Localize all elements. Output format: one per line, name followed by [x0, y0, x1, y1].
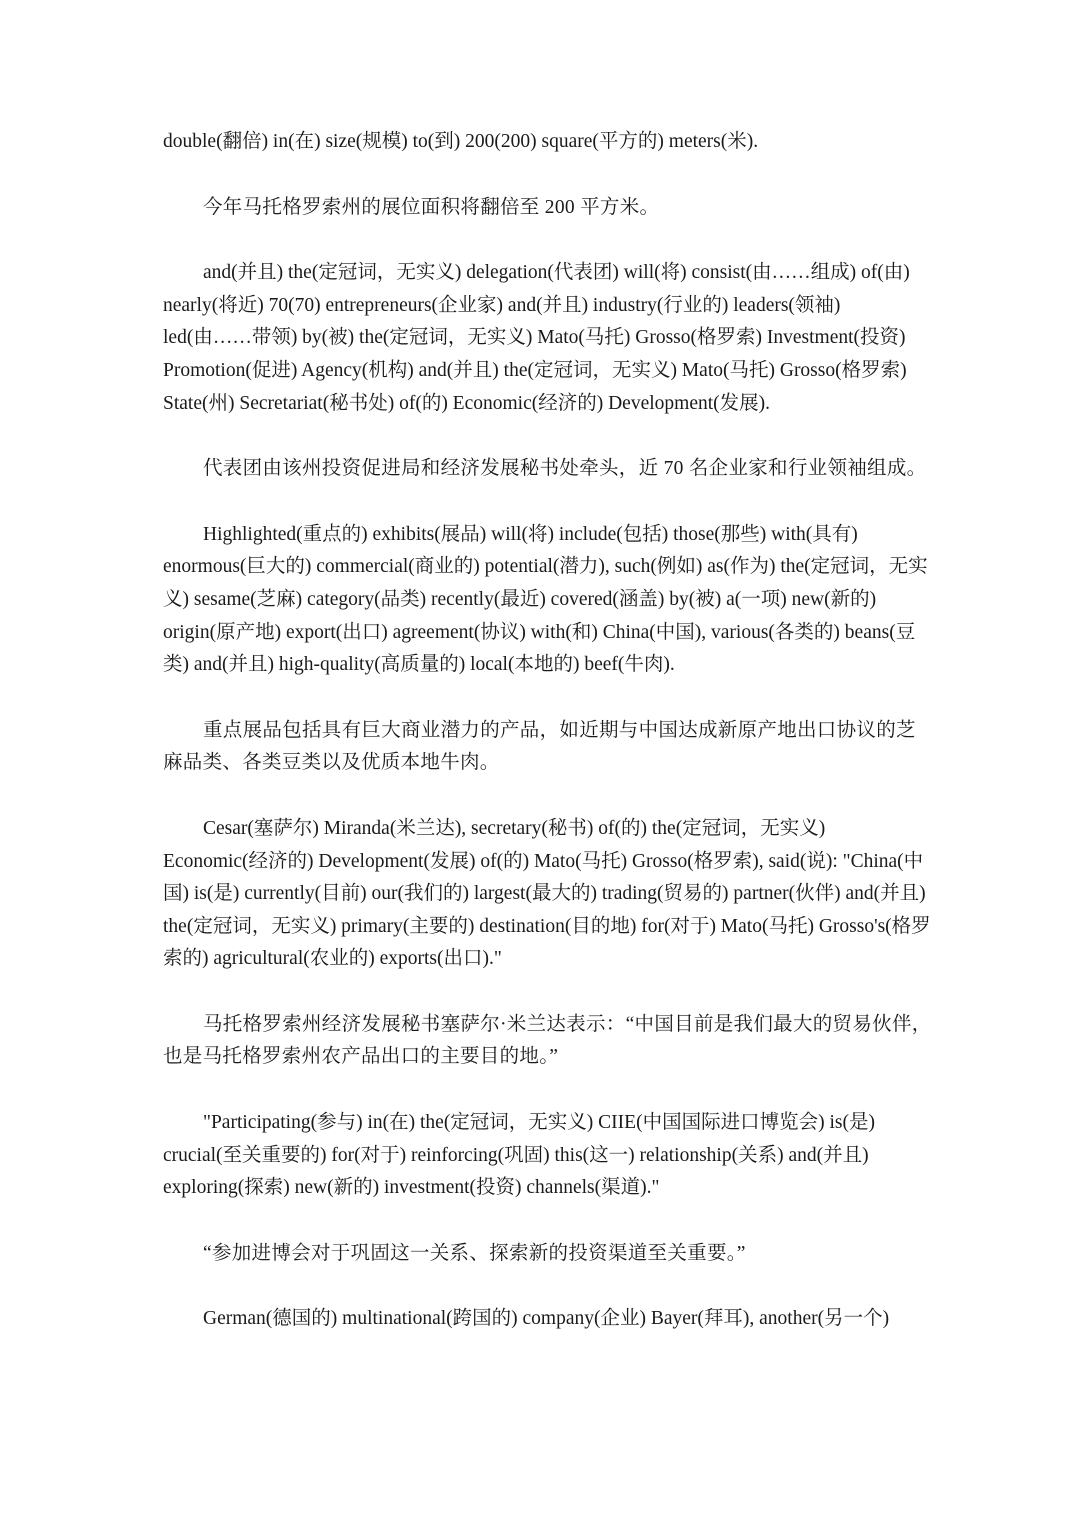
paragraph-en-5: "Participating(参与) in(在) the(定冠词，无实义) CIIE(中国国际进口博览会) is(是) crucial(至关重要的) for(对于) reinforcing(巩固) this(这一) relationship(关系) and(并且) exploring(探索) new(新的) investment(投资) channels(渠道)."	[163, 1112, 875, 1199]
paragraph-en-2: and(并且) the(定冠词，无实义) delegation(代表团) will(将) consist(由……组成) of(由) nearly(将近) 70(70) entrepreneurs(企业家) and(并且) industry(行业的) leaders(领袖) led(由……带领) by(被) the(定冠词，无实义) Mato(马托) Grosso(格罗索) Investment(投资) Promotion(促进) Agency(机构) and(并且) the(定冠词，无实义) Mato(马托) Grosso(格罗索) State(州) Secretariat(秘书处) of(的) Economic(经济的) Development(发展).	[163, 262, 910, 414]
paragraph-en-3: Highlighted(重点的) exhibits(展品) will(将) include(包括) those(那些) with(具有) enormous(巨大的) commercial(商业的) potential(潜力), such(例如) as(作为) the(定冠词，无实义) sesame(芝麻) category(品类) recently(最近) covered(涵盖) by(被) a(一项) new(新的) origin(原产地) export(出口) agreement(协议) with(和) China(中国), various(各类的) beans(豆类) and(并且) high-quality(高质量的) local(本地的) beef(牛肉).	[163, 523, 928, 676]
paragraph-zh-2: 代表团由该州投资促进局和经济发展秘书处牵头，近 70 名企业家和行业领袖组成。	[203, 458, 927, 480]
paragraph-zh-4: 马托格罗索州经济发展秘书塞萨尔·米兰达表示：“中国目前是我们最大的贸易伙伴，也是马托格罗索州农产品出口的主要目的地。”	[163, 1013, 932, 1068]
paragraph-zh-3: 重点展品包括具有巨大商业潜力的产品，如近期与中国达成新原产地出口协议的芝麻品类、各类豆类以及优质本地牛肉。	[163, 719, 916, 774]
paragraph-zh-1: 今年马托格罗索州的展位面积将翻倍至 200 平方米。	[203, 196, 660, 218]
paragraph-en-6: German(德国的) multinational(跨国的) company(企业) Bayer(拜耳), another(另一个)	[203, 1308, 890, 1330]
paragraph-en-4: Cesar(塞萨尔) Miranda(米兰达), secretary(秘书) of(的) the(定冠词，无实义) Economic(经济的) Development(发展) of(的) Mato(马托) Grosso(格罗索), said(说): "China(中国) is(是) currently(目前) our(我们的) largest(最大的) trading(贸易的) partner(伙伴) and(并且) the(定冠词，无实义) primary(主要的) destination(目的地) for(对于) Mato(马托) Grosso's(格罗索的) agricultural(农业的) exports(出口)."	[163, 817, 931, 970]
paragraph-zh-5: “参加进博会对于巩固这一关系、探索新的投资渠道至关重要。”	[203, 1242, 746, 1264]
paragraph-en-1: double(翻倍) in(在) size(规模) to(到) 200(200) square(平方的) meters(米).	[163, 131, 759, 152]
article-body	[163, 126, 933, 1369]
